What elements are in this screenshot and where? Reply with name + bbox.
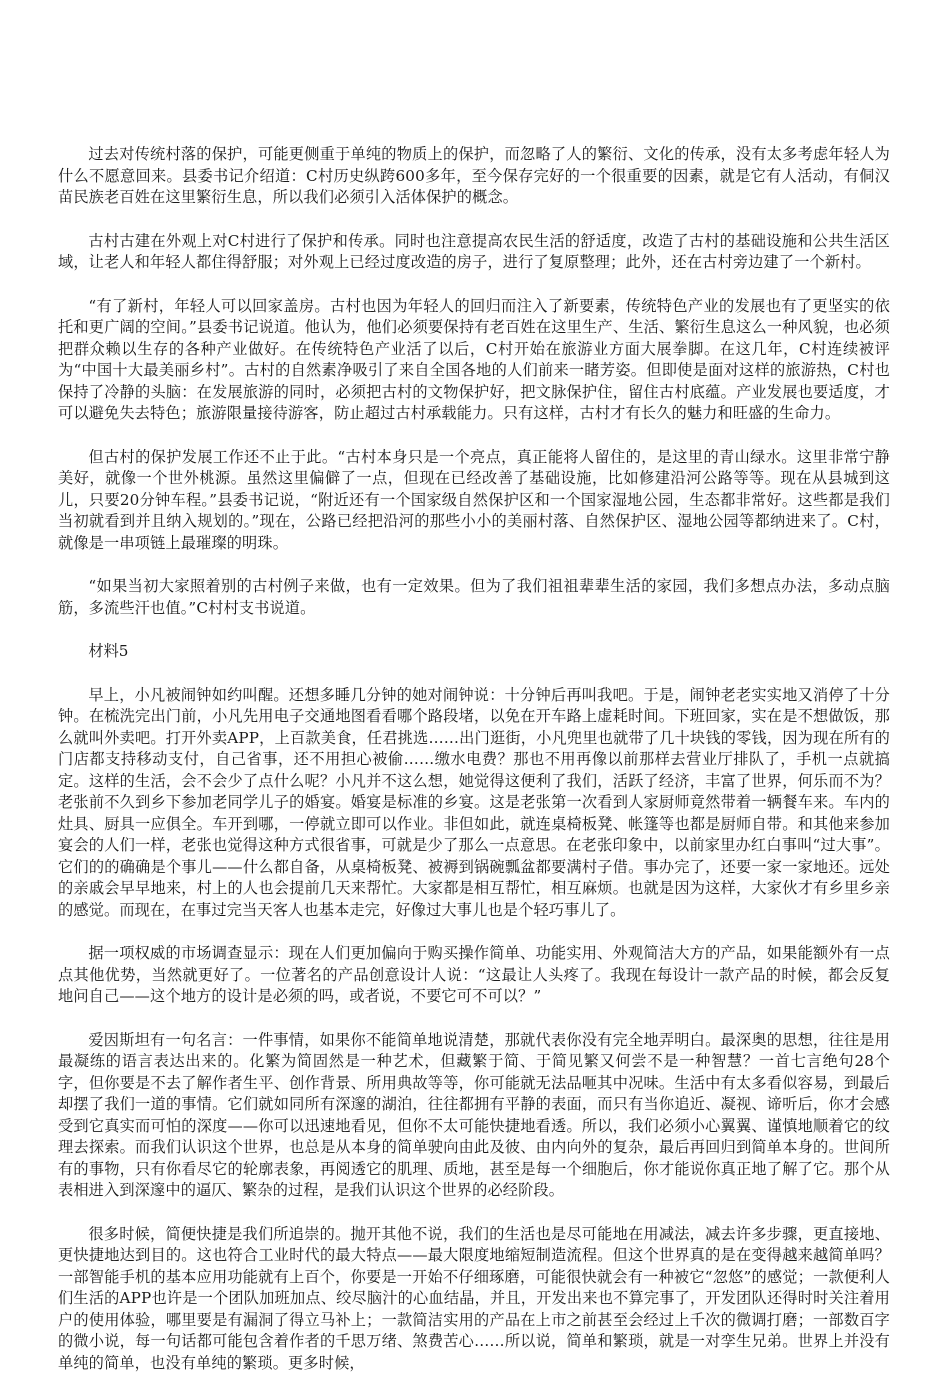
paragraph: “如果当初大家照着别的古村例子来做，也有一定效果。但为了我们祖祖辈辈生活的家园，我们多想点办法，多动点脑筋，多流些汗也值。”C村村支书说道。 — [58, 577, 890, 617]
paragraph: 但古村的保护发展工作还不止于此。“古村本身只是一个亮点，真正能将人留住的，是这里的青山绿水。这里非常宁静美好，就像一个世外桃源。虽然这里偏僻了一点，但现在已经改善了基础设施，比如修建沿河公路等等。现在从县城到这儿，只要20分钟车程。”县委书记说，“附近还有一个国家级自然保护区和一个国家湿地公园，生态都非常好。这些都是我们当初就看到并且纳入规划的。”现在，公路已经把沿河的那些小小的美丽村落、自然保护区、湿地公园等都纳进来了。C村，就像是一串项链上最璀璨的明珠。 — [58, 447, 890, 552]
paragraph: 据一项权威的市场调查显示：现在人们更加偏向于购买操作简单、功能实用、外观简洁大方的产品，如果能额外有一点点其他优势，当然就更好了。一位著名的产品创意设计人说：“这最让人头疼了。我现在每设计一款产品的时候，都会反复地问自己——这个地方的设计是必须的吗，或者说，不要它可不可以？” — [58, 944, 890, 1005]
paragraph: 爱因斯坦有一句名言：一件事情，如果你不能简单地说清楚，那就代表你没有完全地弄明白。最深奥的思想，往往是用最凝练的语言表达出来的。化繁为简固然是一种艺术，但藏繁于简、于简见繁又何尝不是一种智慧？一首七言绝句28个字，但你要是不去了解作者生平、创作背景、所用典故等等，你可能就无法品咂其中况味。生活中有太多看似容易，到最后却摆了我们一道的事情。它们就如同所有深邃的湖泊，往往都拥有平静的表面，而只有当你追近、凝视、谛听后，你才会感受到它真实而可怕的深度——你可以迅速地看见，但你不太可能快捷地看透。所以，我们必须小心翼翼、谨慎地顺着它的纹理去探索。而我们认识这个世界，也总是从本身的简单驶向由此及彼、由内向外的复杂，最后再回归到简单本身的。世间所有的事物，只有你看尽它的轮廓表象，再阅透它的肌理、质地，甚至是每一个细胞后，你才能说你真正地了解了它。那个从表相进入到深邃中的逼仄、繁杂的过程，是我们认识这个世界的必经阶段。 — [58, 1030, 890, 1199]
section-heading: 材料5 — [88, 642, 129, 660]
paragraph: 早上，小凡被闹钟如约叫醒。还想多睡几分钟的她对闹钟说：十分钟后再叫我吧。于是，闹钟老老实实地又消停了十分钟。在梳洗完出门前，小凡先用电子交通地图看看哪个路段堵，以免在开车路上虚耗时间。下班回家，实在是不想做饭，那么就叫外卖吧。打开外卖APP，上百款美食，任君挑选……出门逛街，小凡兜里也就带了几十块钱的零钱，因为现在所有的门店都支持移动支付，自己省事，还不用担心被偷……缴水电费？那也不用再像以前那样去营业厅排队了，手机一点就搞定。这样的生活，会不会少了点什么呢？小凡并不这么想，她觉得这便利了我们，活跃了经济，丰富了世界，何乐而不为？ 老张前不久到乡下参加老同学儿子的婚宴。婚宴是标准的乡宴。这是老张第一次看到人家厨师竟然带着一辆餐车来。车内的灶具、厨具一应俱全。车开到哪，一停就立即可以作业。非但如此，就连桌椅板凳、帐篷等也都是厨师自带。和其他来参加宴会的人们一样，老张也觉得这种方式很省事，可就是少了那么一点意思。在老张印象中，以前家里办红白事叫“过大事”。它们的的确确是个事儿——什么都自备，从桌椅板凳、被褥到锅碗瓢盆都要满村子借。事办完了，还要一家一家地还。远处的亲戚会早早地来，村上的人也会提前几天来帮忙。大家都是相互帮忙，相互麻烦。也就是因为这样，大家伙才有乡里乡亲的感觉。而现在，在事过完当天客人也基本走完，好像过大事儿也是个轻巧事儿了。 — [58, 685, 921, 919]
paragraph: 很多时候，简便快捷是我们所追崇的。抛开其他不说，我们的生活也是尽可能地在用减法，减去许多步骤，更直接地、更快捷地达到目的。这也符合工业时代的最大特点——最大限度地缩短制造流程。但这个世界真的是在变得越来越简单吗？一部智能手机的基本应用功能就有上百个，你要是一开始不仔细琢磨，可能很快就会有一种被它“忽悠”的感觉；一款便利人们生活的APP也许是一个团队加班加点、绞尽脑汁的心血结晶，并且，开发出来也不算完事了，开发团队还得时时关注着用户的使用体验，哪里要是有漏洞了得立马补上；一款简洁实用的产品在上市之前甚至会经过上千次的微调打磨；一部数百字的微小说，每一句话都可能包含着作者的千思万绪、煞费苦心……所以说，简单和繁琐，就是一对孪生兄弟。世界上并没有单纯的简单，也没有单纯的繁琐。更多时候， — [58, 1224, 890, 1372]
document-body — [58, 144, 921, 1396]
paragraph: 过去对传统村落的保护，可能更侧重于单纯的物质上的保护，而忽略了人的繁衍、文化的传承，没有太多考虑年轻人为什么不愿意回来。县委书记介绍道：C村历史纵跨600多年，至今保存完好的一个很重要的因素，就是它有人活动，有侗汉苗民族老百姓在这里繁衍生息，所以我们必须引入活体保护的概念。 — [58, 145, 890, 206]
paragraph: “有了新村，年轻人可以回家盖房。古村也因为年轻人的回归而注入了新要素，传统特色产业的发展也有了更坚实的依托和更广阔的空间。”县委书记说道。他认为，他们必须要保持有老百姓在这里生产、生活、繁衍生息这么一种风貌，也必须把群众赖以生存的各种产业做好。在传统特色产业活了以后，C村开始在旅游业方面大展拳脚。在这几年，C村连续被评为“中国十大最美丽乡村”。古村的自然素净吸引了来自全国各地的人们前来一睹芳姿。但即使是面对这样的旅游热，C村也保持了冷静的头脑：在发展旅游的同时，必须把古村的文物保护好，把文脉保护住，留住古村底蕴。产业发展也要适度，才可以避免失去特色；旅游限量接待游客，防止超过古村承载能力。只有这样，古村才有长久的魅力和旺盛的生命力。 — [58, 296, 890, 422]
paragraph: 古村古建在外观上对C村进行了保护和传承。同时也注意提高农民生活的舒适度，改造了古村的基础设施和公共生活区域，让老人和年轻人都住得舒服；对外观上已经过度改造的房子，进行了复原整理；此外，还在古村旁边建了一个新村。 — [58, 231, 890, 271]
